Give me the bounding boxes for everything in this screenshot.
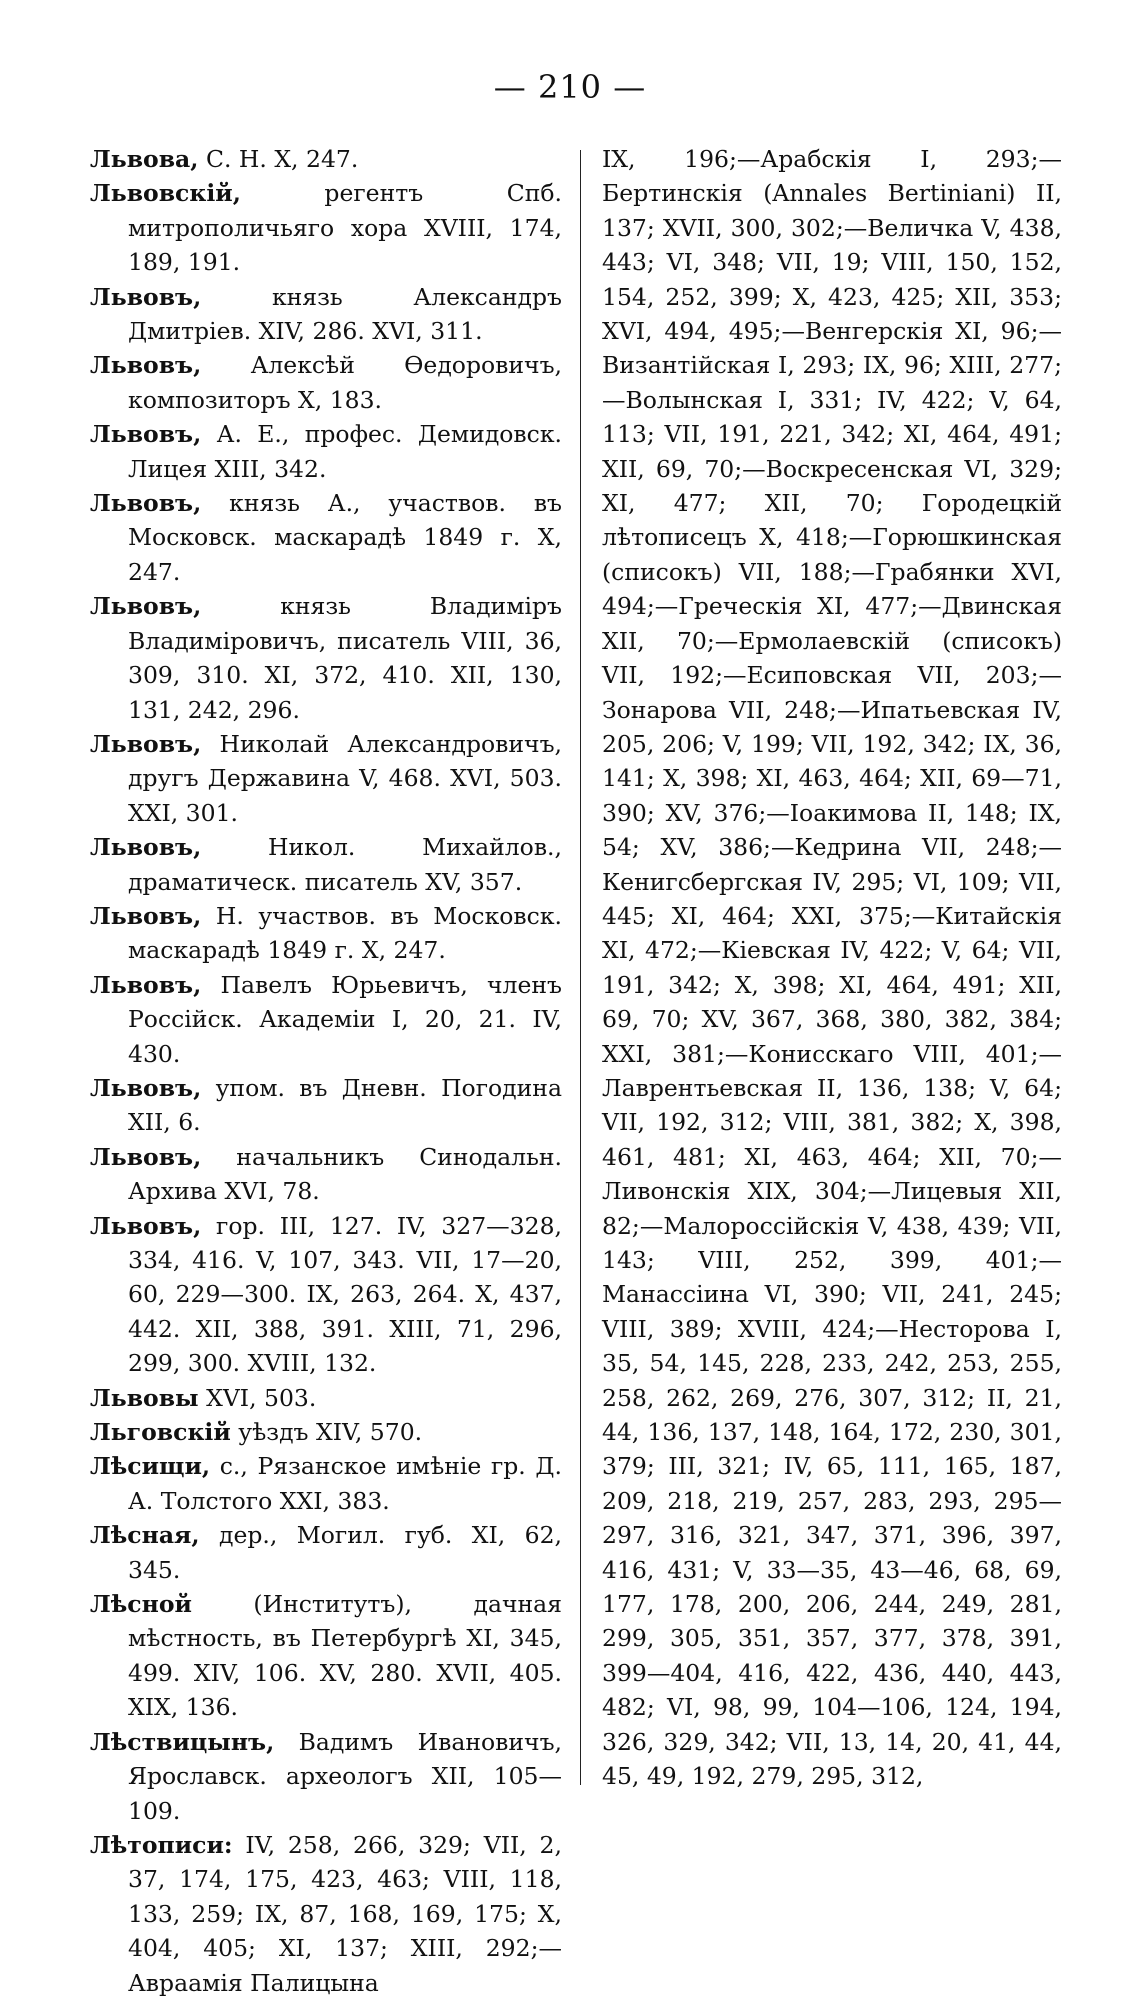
- page-number: — 210 —: [493, 68, 647, 106]
- index-entry: [90, 1725, 562, 1828]
- entry-headword: Львовъ,: [90, 901, 202, 930]
- entry-text: Вадимъ Ивановичъ, Ярославск. археологъ XII, 105—109.: [128, 1727, 562, 1825]
- entry-headword: Львовы: [90, 1383, 199, 1412]
- entry-headword: Лѣсная,: [90, 1521, 200, 1550]
- entry-headword: Лѣсищи,: [90, 1452, 211, 1481]
- index-entry: [90, 1828, 562, 2000]
- entry-text: дер., Могил. губ. XI, 62, 345.: [128, 1521, 562, 1584]
- entry-headword: Львовъ,: [90, 1073, 202, 1102]
- entry-text: Никол. Михайлов., драматическ. писатель XV, 357.: [128, 833, 562, 896]
- index-entry: [90, 1071, 562, 1140]
- entry-headword: Львовъ,: [90, 1142, 202, 1171]
- index-entry: [90, 1415, 562, 1449]
- entry-text: С. Н. Х, 247.: [205, 145, 359, 173]
- entry-text: начальникъ Синодальн. Архива XVI, 78.: [128, 1142, 562, 1206]
- continued-entry-text: IX, 196;—Арабскія I, 293;—Бертинскія (Annales Bertiniani) II, 137; XVII, 300, 302;—Величка V, 438, 443; VI, 348; VII, 19; VIII, 150, 152, 154, 252, 399; X, 423, 425; XII, 353; XVI, 494, 495;—Венгерскія XI, 96;—Византійская I, 293; IX, 96; XIII, 277;—Волынская I, 331; IV, 422; V, 64, 113; VII, 191, 221, 342; XI, 464, 491; XII, 69, 70;—Воскресенская VI, 329; XI, 477; XII, 70; Городецкій лѣтописецъ X, 418;—Горюшкинская (списокъ) VII, 188;—Грабянки XVI, 494;—Греческія XI, 477;—Двинская XII, 70;—Ермолаевскій (списокъ) VII, 192;—Есиповская VII, 203;—Зонарова VII, 248;—Ипатьевская IV, 205, 206; V, 199; VII, 192, 342; IX, 36, 141; X, 398; XI, 463, 464; XII, 69—71, 390; XV, 376;—Іоакимова II, 148; IX, 54; XV, 386;—Кедрина VII, 248;—Кенигсбергская IV, 295; VI, 109; VII, 445; XI, 464; XXI, 375;—Китайскія XI, 472;—Кіевская IV, 422; V, 64; VII, 191, 342; X, 398; XI, 464, 491; XII, 69, 70; XV, 367, 368, 380, 382, 384; XXI, 381;—Конисскаго VIII, 401;—Лаврентьевская II, 136, 138; V, 64; VII, 192, 312; VIII, 381, 382; X, 398, 461, 481; XI, 463, 464; XII, 70;—Ливонскія XIX, 304;—Лицевыя XII, 82;—Малороссійскія V, 438, 439; VII, 143; VIII, 252, 399, 401;—Манассіина VI, 390; VII, 241, 245; VIII, 389; XVIII, 424;—Несторова I, 35, 54, 145, 228, 233, 242, 253, 255, 258, 262, 269, 276, 307, 312; II, 21, 44, 136, 137, 148, 164, 172, 230, 301, 379; III, 321; IV, 65, 111, 165, 187, 209, 218, 219, 257, 283, 293, 295—297, 316, 321, 347, 371, 396, 397, 416, 431; V, 33—35, 43—46, 68, 69, 177, 178, 200, 206, 244, 249, 281, 299, 305, 351, 357, 377, 378, 391, 399—404, 416, 422, 436, 440, 443, 482; VI, 98, 99, 104—106, 124, 194, 326, 329, 342; VII, 13, 14, 20, 41, 44, 45, 49, 192, 279, 295, 312,: [602, 145, 1062, 1791]
- entry-text: Алексѣй Өедоровичъ, композиторъ Х, 183.: [128, 351, 562, 414]
- entry-text: XVI, 503.: [206, 1383, 317, 1412]
- entry-text: уѣздъ XIV, 570.: [238, 1418, 423, 1447]
- index-entry: [90, 1449, 562, 1518]
- index-entry: [90, 968, 562, 1071]
- entry-headword: Лѣтописи:: [90, 1830, 233, 1859]
- entry-headword: Львовъ,: [90, 420, 202, 449]
- entry-text: упом. въ Дневн. Погодина XII, 6.: [128, 1073, 562, 1137]
- index-entry: [90, 727, 562, 830]
- entry-headword: Львовъ,: [90, 1211, 202, 1240]
- left-column: [90, 142, 562, 2000]
- index-entry: [90, 142, 562, 176]
- entry-headword: Львовъ,: [90, 351, 202, 380]
- entry-text: Н. участвов. въ Московск. маскарадѣ 1849 г. Х, 247.: [128, 901, 562, 965]
- index-entry: [90, 1518, 562, 1587]
- entry-text: Павелъ Юрьевичъ, членъ Россійск. Академіи I, 20, 21. IV, 430.: [128, 970, 562, 1068]
- entry-text: князь А., участвов. въ Московск. маскарадѣ 1849 г. Х, 247.: [128, 489, 562, 586]
- right-column: [602, 142, 1062, 1794]
- index-entry: [90, 1587, 562, 1725]
- index-entry: [90, 830, 562, 899]
- entry-text: регентъ Спб. митрополичьяго хора XVIII, 174, 189, 191.: [128, 179, 562, 277]
- entry-text: гор. III, 127. IV, 327—328, 334, 416. V, 107, 343. VII, 17—20, 60, 229—300. IX, 263, 264. X, 437, 442. XII, 388, 391. XIII, 71, 296, 299, 300. XVIII, 132.: [128, 1211, 562, 1378]
- entry-headword: Львовъ,: [90, 970, 202, 999]
- entry-headword: Лѣсной: [90, 1590, 192, 1619]
- entry-headword: Льговскій: [90, 1418, 231, 1447]
- index-entry: [90, 280, 562, 349]
- entry-headword: Львовъ,: [90, 489, 202, 518]
- index-entry: [90, 899, 562, 968]
- entry-text: IV, 258, 266, 329; VII, 2, 37, 174, 175, 423, 463; VIII, 118, 133, 259; IX, 87, 168, 169, 175; X, 404, 405; XI, 137; XIII, 292;—Авраамія Палицына: [128, 1830, 562, 1997]
- index-entry: [90, 1381, 562, 1415]
- entry-headword: Лѣствицынъ,: [90, 1727, 275, 1756]
- index-entry: [90, 348, 562, 417]
- index-entry: [90, 1209, 562, 1381]
- entry-text: князь Александръ Дмитріев. XIV, 286. XVI, 311.: [128, 282, 562, 346]
- index-entry: [90, 486, 562, 589]
- entry-headword: Львовъ,: [90, 729, 202, 758]
- entry-headword: Львовъ,: [90, 282, 202, 311]
- entry-text: князь Владиміръ Владиміровичъ, писатель VIII, 36, 309, 310. XI, 372, 410. XII, 130, 131, 242, 296.: [128, 592, 562, 724]
- entry-headword: Львова,: [90, 145, 199, 173]
- entry-headword: Львовъ,: [90, 833, 202, 862]
- index-entry: [90, 589, 562, 727]
- entry-text: с., Рязанское имѣніе гр. Д. А. Толстого XXI, 383.: [128, 1452, 562, 1515]
- entry-headword: Львовъ,: [90, 592, 202, 621]
- entry-text: А. Е., профес. Демидовск. Лицея XIII, 342.: [128, 420, 562, 483]
- index-entry: [90, 176, 562, 279]
- entry-headword: Львовскій,: [90, 179, 241, 208]
- index-entry: [90, 417, 562, 486]
- column-divider: [580, 150, 581, 1785]
- entry-text: (Институтъ), дачная мѣстность, въ Петербургѣ XI, 345, 499. XIV, 106. XV, 280. XVII, 405. XIX, 136.: [128, 1590, 562, 1722]
- index-entry: [90, 1140, 562, 1209]
- entry-text: Николай Александровичъ, другъ Державина V, 468. XVI, 503. XXI, 301.: [128, 729, 562, 827]
